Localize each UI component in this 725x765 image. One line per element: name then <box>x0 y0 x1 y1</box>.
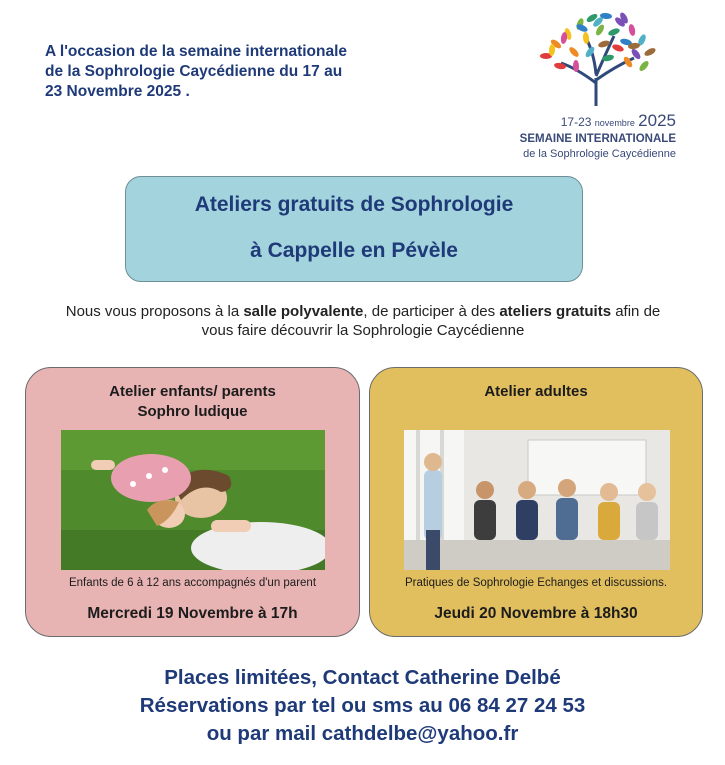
intro-line-2: de la Sophrologie Caycédienne du 17 au <box>45 63 343 80</box>
card-title <box>370 382 702 402</box>
logo-date <box>490 111 676 131</box>
logo-year: 2025 <box>638 111 676 130</box>
leaf-icon <box>607 27 620 37</box>
logo-title: SEMAINE INTERNATIONALE <box>519 133 676 145</box>
card-title-line-1: Atelier adultes <box>484 383 588 400</box>
description <box>60 302 666 340</box>
card-text: Pratiques de Sophrologie Echanges et discussions. <box>404 577 668 589</box>
desc-bold-2: ateliers gratuits <box>499 303 612 320</box>
footer-phone: Réservations par tel ou sms au 06 84 27 24 53 <box>139 694 586 717</box>
footer-email: ou par mail cathdelbe@yahoo.fr <box>206 722 519 745</box>
desc-part-3: afin de vous faire découvrir la Sophrologie Caycédienne <box>201 303 661 339</box>
desc-bold-1: salle polyvalente <box>243 303 364 320</box>
card-date: Mercredi 19 Novembre à 17h <box>87 605 298 622</box>
card-adults <box>369 367 703 637</box>
card-text: Enfants de 6 à 12 ans accompagnés d'un parent <box>68 577 317 589</box>
intro-line-1: A l'occasion de la semaine internationale <box>45 43 348 60</box>
intro-text <box>45 42 415 102</box>
card-title-line-2: Sophro ludique <box>137 403 248 420</box>
leaf-icon <box>643 47 656 58</box>
card-title-line-1: Atelier enfants/ parents <box>109 383 276 400</box>
photo-adult-group <box>404 430 670 570</box>
leaf-icon <box>628 24 636 37</box>
event-logo <box>490 8 690 166</box>
card-children-parents <box>25 367 360 637</box>
desc-part-2: , de participer à des <box>363 303 500 320</box>
title-banner <box>125 176 583 282</box>
tree-icon <box>516 8 676 108</box>
leaf-icon <box>611 43 624 53</box>
logo-days: 17-23 <box>560 115 592 129</box>
card-title <box>26 382 359 422</box>
desc-part-1: Nous vous proposons à la <box>65 303 244 320</box>
card-date: Jeudi 20 Novembre à 18h30 <box>434 605 638 622</box>
intro-line-3: 23 Novembre 2025 . <box>45 83 190 100</box>
logo-subtitle: de la Sophrologie Caycédienne <box>523 148 676 160</box>
leaf-icon <box>638 60 650 73</box>
footer-contact: Places limitées, Contact Catherine Delbé <box>164 666 561 689</box>
leaf-icon <box>568 46 581 59</box>
photo-mother-child <box>61 430 325 570</box>
logo-month: novembre <box>594 118 635 128</box>
title-line-1: Ateliers gratuits de Sophrologie <box>194 193 514 216</box>
title-line-2: à Cappelle en Pévèle <box>250 239 458 262</box>
